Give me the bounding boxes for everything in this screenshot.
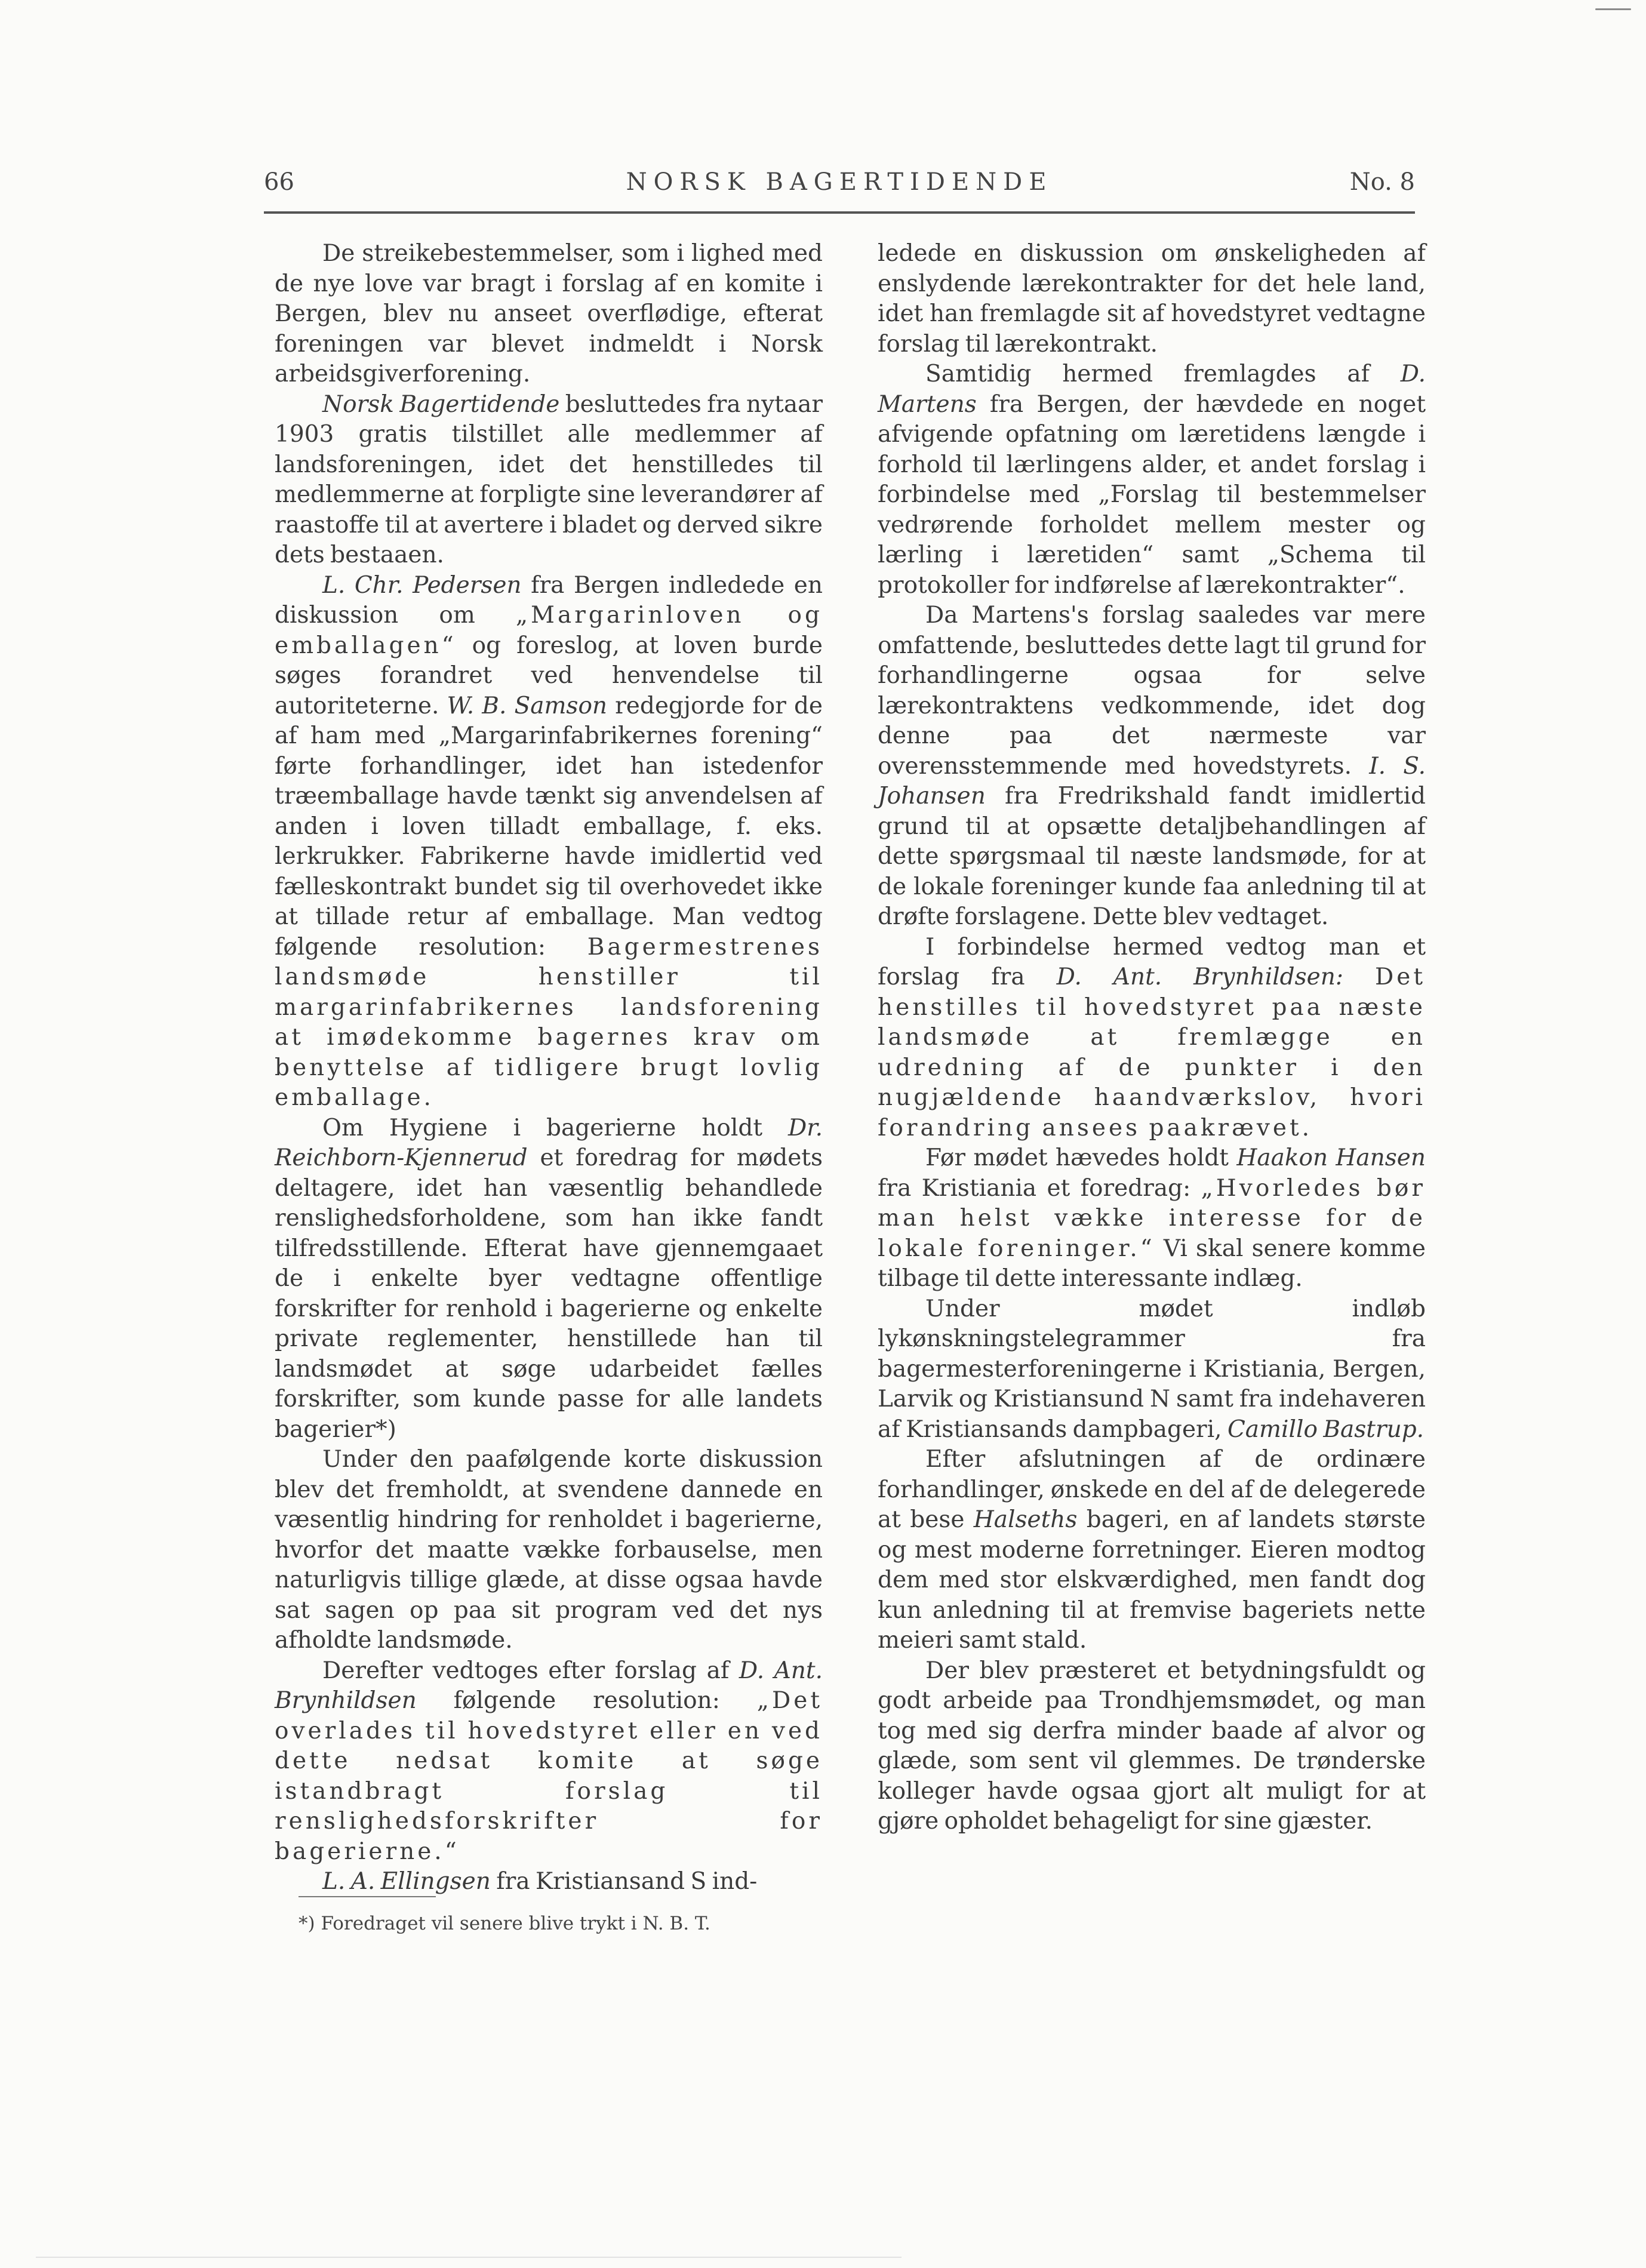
person-name: Halseths bbox=[973, 1506, 1078, 1533]
paragraph-text: Under den paafølgende korte diskussion blev det fremholdt, at svendene dannede en væsentlig hindring for renholdet i bagerierne, hvorfor det maatte vække forbauselse, men naturligvis tillige glæde, at disse ogsaa havde sat sagen op paa sit program ved det nys afholdte landsmøde. bbox=[275, 1446, 823, 1654]
paragraph-text: Vi skal senere komme tilbage til dette interessante indlæg. bbox=[878, 1235, 1426, 1292]
paragraph bbox=[878, 1445, 1426, 1656]
spaced-emphasis: „Margarinloven og emballagen“ bbox=[275, 602, 823, 659]
paragraph bbox=[275, 1867, 823, 1897]
paragraph-text: fra Kristiansand S ind- bbox=[490, 1868, 758, 1895]
person-name: L. Chr. Pedersen bbox=[322, 571, 522, 599]
paragraph-text bbox=[1343, 964, 1375, 990]
paragraph bbox=[878, 1656, 1426, 1837]
paragraph bbox=[275, 239, 823, 390]
person-name: Dr. Reichborn-Kjennerud bbox=[275, 1114, 823, 1171]
person-name: Camillo Bastrup. bbox=[1227, 1415, 1425, 1443]
paragraph-text: I forbindelse hermed vedtog man et forslag fra bbox=[878, 933, 1426, 990]
paragraph bbox=[878, 359, 1426, 601]
paragraph-text: besluttedes fra nytaar 1903 gratis tilstillet alle medlemmer af landsforeningen, idet det henstilledes til medlemmerne at forpligte sine leverandører af raastoffe til at avertere i bladet og derved sikre dets bestaaen. bbox=[275, 390, 823, 568]
journal-title: NORSK BAGERTIDENDE bbox=[626, 168, 1053, 196]
paragraph-text: Efter afslutningen af de ordinære forhandlinger, ønskede en del af de delegerede at bese bbox=[878, 1446, 1426, 1533]
paragraph-text: ledede en diskussion om ønskeligheden af enslydende lærekontrakter for det hele land, idet han fremlagde sit af hovedstyret vedtagne forslag til lærekontrakt. bbox=[878, 240, 1426, 358]
paragraph-text: Under mødet indløb lykønskningstelegrammer fra bagermesterforeningerne i Kristiania, Bergen, Larvik og Kristiansund N samt fra indehaveren af Kristiansands dampbageri, bbox=[878, 1295, 1426, 1443]
resolution-text: „Det overlades til hovedstyret eller en ved dette nedsat komite at søge istandbragt forslag til renslighedsforskrifter for bagerierne.“ bbox=[275, 1687, 823, 1865]
paragraph bbox=[878, 1143, 1426, 1294]
paragraph-text: redegjorde for de af ham med „Margarinfabrikernes forening“ førte forhandlinger, idet han istedenfor træemballage havde tænkt sig anvendelsen af anden i loven tilladt emballage, f. eks. lerkrukker. Fabrikerne havde imidlertid ved fælleskontrakt bundet sig til overhovedet ikke at tillade retur af emballage. Man vedtog følgende resolution: bbox=[275, 692, 823, 961]
person-name: W. B. Samson bbox=[447, 692, 608, 719]
paragraph-text: følgende resolution: bbox=[416, 1687, 757, 1714]
person-name: D. Ant. Brynhildsen bbox=[275, 1657, 823, 1714]
paragraph-text: Derefter vedtoges efter forslag af bbox=[322, 1657, 739, 1684]
resolution-text: Det henstilles til hovedstyret paa næste landsmøde at fremlægge en udredning af de punkter i den nugjældende haandværkslov, hvori forandring ansees paakrævet. bbox=[878, 964, 1426, 1141]
paper-speck bbox=[36, 2257, 902, 2258]
footnote: *) Foredraget vil senere blive trykt i N. B. T. bbox=[299, 1913, 710, 1934]
paragraph bbox=[275, 390, 823, 571]
paragraph bbox=[878, 1294, 1426, 1445]
paragraph-text: fra Bergen, der hævdede en noget afvigende opfatning om læretidens længde i forhold til lærlingens alder, et andet forslag i forbindelse med „Forslag til bestemmelser vedrørende forholdet mellem mester og lærling i læretiden“ samt „Schema til protokoller for indførelse af lærekontrakter“. bbox=[878, 390, 1426, 599]
resolution-text: Bagermestrenes landsmøde henstiller til margarinfabrikernes landsforening at imødekomme bagernes krav om benyttelse af tidligere brugt lovlig emballage. bbox=[275, 933, 823, 1111]
person-name: Haakon Hansen bbox=[1236, 1144, 1426, 1171]
paragraph bbox=[878, 601, 1426, 933]
paragraph-text: et foredrag for mødets deltagere, idet han væsentlig behandlede renslighedsforholdene, som han ikke fandt tilfredsstillende. Efterat have gjennemgaaet de i enkelte byer vedtagne offentlige forskrifter for renhold i bagerierne og enkelte private reglementer, henstillede han til landsmødet at søge udarbeidet fælles forskrifter, som kunde passe for alle landets bagerier*) bbox=[275, 1144, 823, 1443]
paragraph-text: Om Hygiene i bagerierne holdt bbox=[322, 1114, 788, 1141]
paragraph bbox=[275, 1656, 823, 1867]
person-name: L. A. Ellingsen bbox=[322, 1868, 491, 1895]
person-name: I. S. Johansen bbox=[878, 752, 1426, 810]
paragraph bbox=[878, 933, 1426, 1144]
footnote-rule bbox=[299, 1896, 436, 1897]
paragraph bbox=[275, 1113, 823, 1445]
person-name: D. Ant. Brynhildsen: bbox=[1056, 964, 1343, 990]
paragraph-text: Før mødet hævedes holdt bbox=[925, 1144, 1237, 1171]
paragraph-text: Der blev præsteret et betydningsfuldt og godt arbeide paa Trondhjemsmødet, og man tog med sig derfra minder baade af alvor og glæde, som sent vil glemmes. De trønderske kolleger havde ogsaa gjort alt muligt for at gjøre opholdet behageligt for sine gjæster. bbox=[878, 1657, 1426, 1835]
paragraph bbox=[878, 239, 1426, 359]
lecture-title: „Hvorledes bør man helst vække interesse for de lokale foreninger.“ bbox=[878, 1174, 1426, 1262]
header-rule bbox=[264, 211, 1415, 214]
paragraph-text: fra Bergen indledede en diskussion om bbox=[275, 571, 823, 629]
paragraph-text: Samtidig hermed fremlagdes af bbox=[925, 361, 1401, 387]
right-column bbox=[878, 239, 1426, 1837]
paragraph bbox=[275, 1445, 823, 1656]
paragraph-text: Da Martens's forslag saaledes var mere omfattende, besluttedes dette lagt til grund for forhandlingerne ogsaa for selve lærekontraktens vedkommende, idet dog denne paa det nærmeste var overensstemmende med hovedstyrets. bbox=[878, 602, 1426, 780]
running-header bbox=[264, 168, 1415, 204]
paragraph-text: fra Kristiania et foredrag: bbox=[878, 1174, 1201, 1202]
page-number: 66 bbox=[264, 168, 294, 196]
paragraph bbox=[275, 571, 823, 1113]
italic-title: Norsk Bagertidende bbox=[322, 390, 560, 418]
issue-number: No. 8 bbox=[1349, 168, 1415, 196]
left-column bbox=[275, 239, 823, 1897]
paper-speck bbox=[1595, 8, 1631, 10]
paragraph-text: De streikebestemmelser, som i lighed med de nye love var bragt i forslag af en komite i Bergen, blev nu anseet overflødige, efterat foreningen var blevet indmeldt i Norsk arbeidsgiverforening. bbox=[275, 240, 823, 387]
paragraph-text: bageri, en af landets største og mest moderne forretninger. Eieren modtog dem med stor elskværdighed, men fandt dog kun anledning til at fremvise bageriets nette meieri samt stald. bbox=[878, 1506, 1426, 1654]
paragraph-text: fra Fredrikshald fandt imidlertid grund til at opsætte detaljbehandlingen af dette spørgsmaal til næste landsmøde, for at de lokale foreninger kunde faa anledning til at drøfte forslagene. Dette blev vedtaget. bbox=[878, 783, 1426, 930]
person-name: D. Martens bbox=[878, 361, 1426, 418]
paragraph-text: og foreslog, at loven burde søges forandret ved henvendelse til autoriteterne. bbox=[275, 632, 823, 719]
